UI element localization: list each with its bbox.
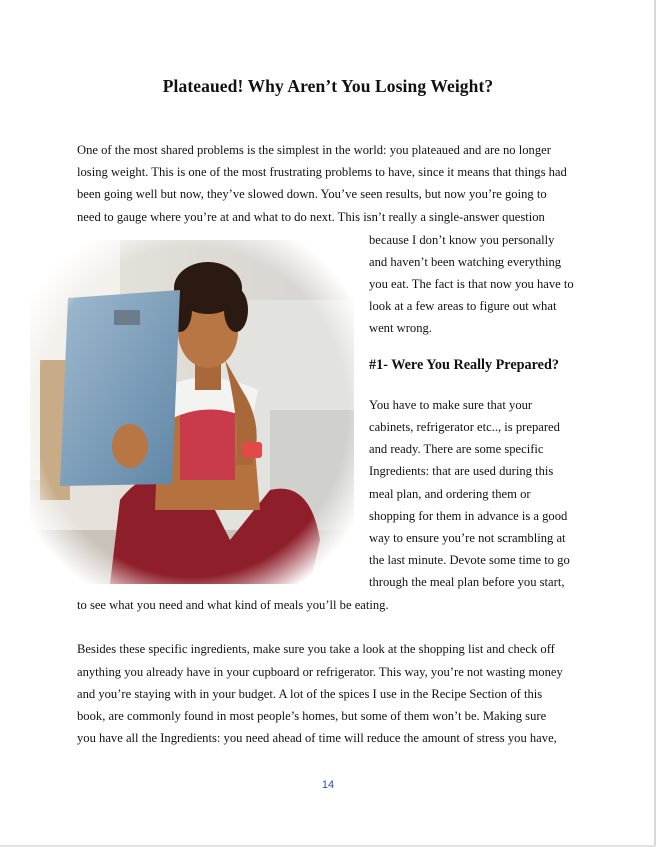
paragraph-line: been going well but now, they’ve slowed down. You’ve seen results, but now you’re going to: [77, 187, 547, 201]
woman-with-scale-photo: [30, 240, 354, 584]
paragraph-line: and you’re staying with in your budget. A lot of the spices I use in the Recipe Section of this: [77, 687, 543, 701]
paragraph-line: need to gauge where you’re at and what to do next. This isn’t really a single-answer question: [77, 210, 545, 224]
paragraph-line: anything you already have in your cupboard or refrigerator. This way, you’re not wasting money: [77, 665, 563, 679]
paragraph-line: Ingredients: that are used during this: [369, 464, 554, 478]
paragraph-line: meal plan, and ordering them or: [369, 487, 531, 501]
paragraph-line: you eat. The fact is that now you have to: [369, 277, 574, 291]
paragraph-line: losing weight. This is one of the most frustrating problems to have, since it means that things had: [77, 165, 567, 179]
paragraph-line: the last minute. Devote some time to go: [369, 553, 570, 567]
paragraph-line: through the meal plan before you start,: [369, 575, 565, 589]
paragraph-line: went wrong.: [369, 321, 432, 335]
paragraph-line: you have all the Ingredients: you need ahead of time will reduce the amount of stress you have,: [77, 731, 557, 745]
page-title: Plateaued! Why Aren’t You Losing Weight?: [162, 76, 494, 96]
page-number: 14: [321, 779, 335, 791]
paragraph-line: Besides these specific ingredients, make sure you take a look at the shopping list and check off: [77, 642, 555, 656]
paragraph-line: and haven’t been watching everything: [369, 255, 562, 269]
paragraph-line: because I don’t know you personally: [369, 233, 555, 247]
paragraph-line: look at a few areas to figure out what: [369, 299, 557, 313]
paragraph-line: One of the most shared problems is the simplest in the world: you plateaued and are no longer: [77, 143, 551, 157]
paragraph-line: shopping for them in advance is a good: [369, 509, 568, 523]
paragraph-line: book, are commonly found in most people’s homes, but some of them won’t be. Making sure: [77, 709, 547, 723]
paragraph-line: and ready. There are some specific: [369, 442, 544, 456]
paragraph-line: You have to make sure that your: [369, 398, 533, 412]
section-heading: #1- Were You Really Prepared?: [369, 357, 559, 373]
paragraph-line: cabinets, refrigerator etc.., is prepared: [369, 420, 560, 434]
paragraph-line: to see what you need and what kind of meals you’ll be eating.: [77, 598, 389, 612]
paragraph-line: way to ensure you’re not scrambling at: [369, 531, 566, 545]
